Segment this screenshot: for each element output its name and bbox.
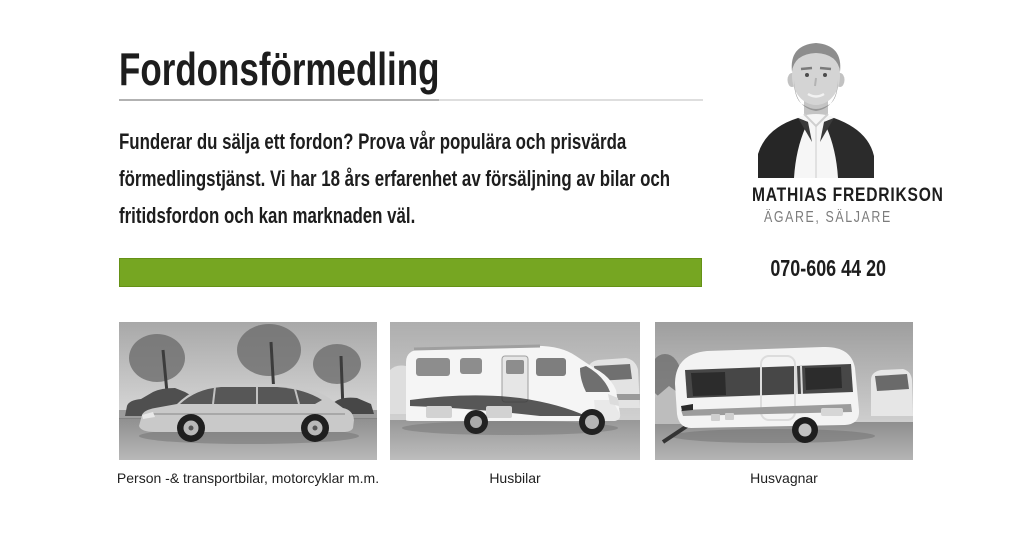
agent-phone[interactable]	[728, 255, 928, 282]
estate-car-photo[interactable]	[119, 322, 377, 460]
category-caption-motorhomes[interactable]: Husbilar	[489, 470, 541, 486]
caravan-photo[interactable]	[655, 322, 913, 460]
accent-bar	[119, 258, 702, 287]
agent-role-text: ÄGARE, SÄLJARE	[764, 209, 892, 226]
portrait-illustration	[752, 28, 880, 178]
page-title-text: Fordonsförmedling	[119, 43, 440, 95]
page-title	[119, 45, 541, 93]
portrait-photo	[752, 28, 880, 178]
intro-line	[119, 197, 779, 234]
category-caption-caravans[interactable]: Husvagnar	[750, 470, 818, 486]
title-divider	[119, 99, 703, 101]
agent-name-text: MATHIAS FREDRIKSON	[751, 184, 944, 206]
category-caption-cars[interactable]: Person -& transportbilar, motorcyklar m.m.	[116, 470, 380, 486]
intro-line-text: förmedlingstjänst. Vi har 18 års erfarenhet av försäljning av bilar och	[119, 166, 671, 191]
intro-line-text: Funderar du sälja ett fordon? Prova vår populära och prisvärda	[119, 129, 627, 154]
category-card-cars[interactable]	[119, 322, 377, 460]
motorhome-photo[interactable]	[390, 322, 640, 460]
title-divider-accent	[119, 99, 439, 101]
intro-line-text: fritidsfordon och kan marknaden väl.	[119, 203, 416, 228]
category-card-motorhomes[interactable]	[390, 322, 640, 460]
intro-line	[119, 160, 779, 197]
agent-name	[728, 184, 944, 207]
intro-paragraph	[119, 123, 779, 234]
category-card-caravans[interactable]	[655, 322, 913, 460]
intro-line	[119, 123, 779, 160]
agent-phone-text: 070-606 44 20	[770, 255, 886, 281]
agent-role	[728, 209, 928, 227]
